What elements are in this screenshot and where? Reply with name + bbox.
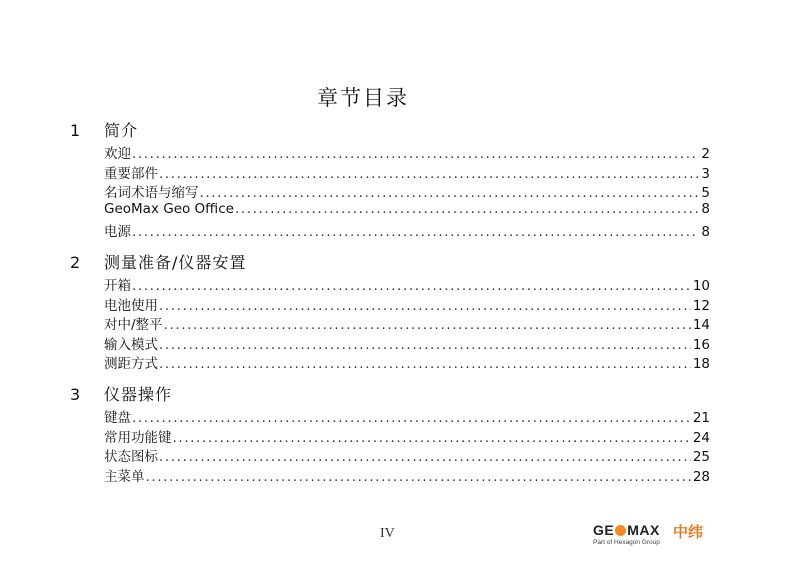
toc-entry-page: 18 xyxy=(692,356,710,372)
dot-leader xyxy=(159,337,691,353)
logo-wordmark xyxy=(593,522,660,538)
toc-entry-label: 欢迎 xyxy=(104,146,131,162)
chapter-title: 测量准备/仪器安置 xyxy=(104,252,247,272)
toc-entry-page: 14 xyxy=(692,317,710,333)
toc-entry-page: 12 xyxy=(692,297,710,314)
toc-entry[interactable] xyxy=(104,142,710,162)
chapter-heading xyxy=(70,382,710,406)
dot-leader xyxy=(159,166,699,182)
toc-entry[interactable] xyxy=(104,313,710,333)
toc-entry[interactable] xyxy=(104,201,710,221)
dot-leader xyxy=(159,449,691,465)
dot-leader xyxy=(132,278,691,294)
chapter-title: 简介 xyxy=(104,121,139,140)
toc-entry-label: 输入模式 xyxy=(104,336,158,353)
toc-entry-page: 8 xyxy=(701,200,710,217)
toc-entry-page: 25 xyxy=(692,449,710,465)
toc-entry-label: 重要部件 xyxy=(104,165,158,182)
toc-entry-label: 键盘 xyxy=(104,409,131,426)
toc-entry[interactable] xyxy=(104,406,710,426)
toc-entry[interactable] xyxy=(104,181,710,201)
toc-entry-page: 21 xyxy=(692,409,710,426)
toc-entry-page: 3 xyxy=(701,165,710,182)
toc-entry[interactable] xyxy=(104,162,710,182)
toc-entry[interactable] xyxy=(104,333,710,353)
toc-entry[interactable] xyxy=(104,465,710,485)
logo-tagline: Part of Hexagon Group xyxy=(593,539,660,546)
toc-entry-label: 电源 xyxy=(104,224,131,240)
chapter-1 xyxy=(70,118,710,240)
dot-leader xyxy=(173,430,691,446)
logo-text-left: GE xyxy=(593,522,615,538)
chapter-heading xyxy=(70,250,710,274)
logo-chinese-name: 中纬 xyxy=(673,523,704,541)
dot-leader xyxy=(164,317,691,333)
dot-leader xyxy=(132,146,699,162)
dot-leader xyxy=(146,469,691,485)
chapter-number: 1 xyxy=(70,121,81,140)
toc-entry-page: 28 xyxy=(692,468,710,485)
toc-entry[interactable] xyxy=(104,352,710,372)
dot-leader xyxy=(235,201,699,217)
chapter-3 xyxy=(70,382,710,484)
logo-text-right: MAX xyxy=(627,522,660,538)
toc-entry-label: 状态图标 xyxy=(104,449,158,465)
toc-entry-label: 开箱 xyxy=(104,277,131,294)
dot-leader xyxy=(200,185,700,201)
toc-entry[interactable] xyxy=(104,274,710,294)
chapter-heading xyxy=(70,118,710,142)
toc-entry-page: 2 xyxy=(701,146,710,162)
dot-leader xyxy=(159,298,691,314)
toc-entry-label: 对中/整平 xyxy=(104,317,163,333)
dot-leader xyxy=(132,224,699,240)
chapter-2 xyxy=(70,250,710,372)
toc-entry[interactable] xyxy=(104,220,710,240)
dot-leader xyxy=(159,356,691,372)
chapter-number: 2 xyxy=(70,252,81,272)
toc-entry-label: 常用功能键 xyxy=(104,429,172,446)
toc-entry-page: 8 xyxy=(701,224,710,240)
dot-leader xyxy=(132,410,691,426)
toc-entry-label: 测距方式 xyxy=(104,356,158,372)
chapter-number: 3 xyxy=(70,384,81,404)
page-number: IV xyxy=(380,526,395,541)
geomax-logo xyxy=(593,522,723,546)
toc-entry-label: GeoMax Geo Office xyxy=(104,200,234,217)
page-title: 章节目录 xyxy=(317,86,409,110)
chapter-title: 仪器操作 xyxy=(104,384,173,404)
toc-entry-label: 电池使用 xyxy=(104,297,158,314)
toc-entry-page: 24 xyxy=(692,429,710,446)
toc-entry-page: 5 xyxy=(701,185,710,201)
logo-dot-icon xyxy=(615,525,626,536)
table-of-contents xyxy=(70,118,710,494)
toc-entry[interactable] xyxy=(104,445,710,465)
toc-entry-label: 名词术语与缩写 xyxy=(104,185,199,201)
toc-entry-page: 10 xyxy=(692,277,710,294)
toc-entry[interactable] xyxy=(104,294,710,314)
toc-entry[interactable] xyxy=(104,426,710,446)
toc-entry-label: 主菜单 xyxy=(104,468,145,485)
toc-entry-page: 16 xyxy=(692,336,710,353)
